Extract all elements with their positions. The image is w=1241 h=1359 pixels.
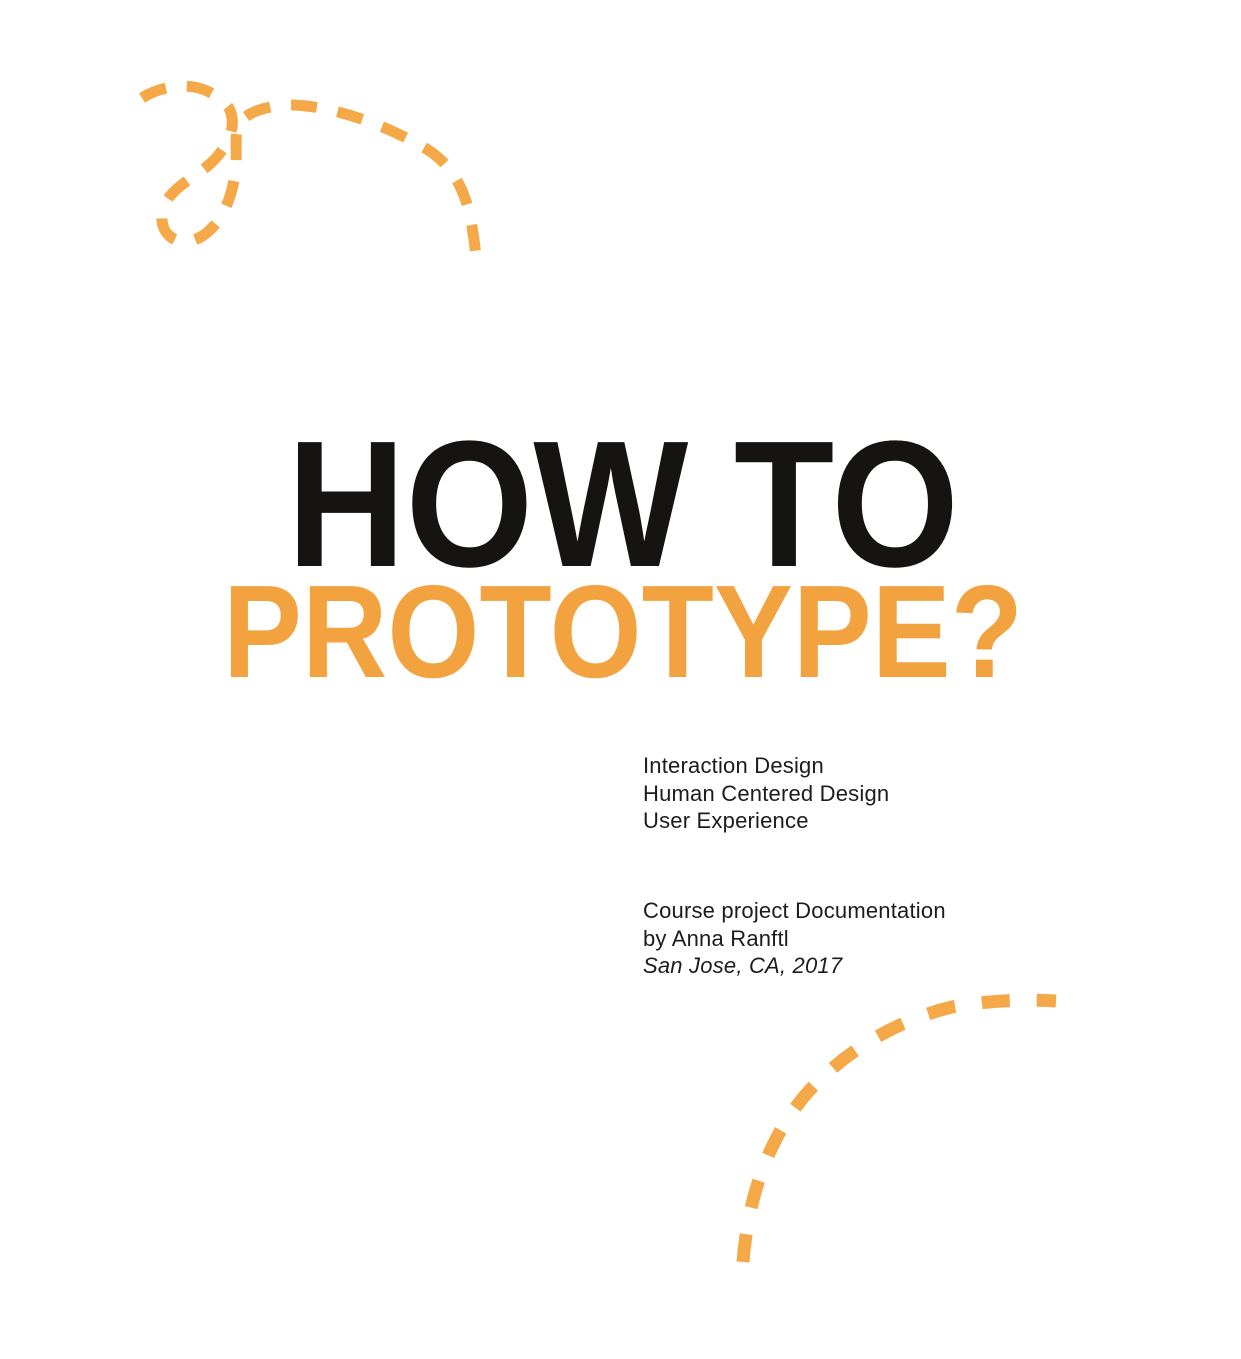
- credits-author-line: by Anna Ranftl: [643, 925, 789, 951]
- credits-location-date-line: San Jose, CA, 2017: [643, 953, 843, 978]
- bottom-right-arc-icon: [743, 1000, 1056, 1262]
- topics-list: [643, 752, 889, 835]
- title-line-prototype: PROTOTYPE?: [223, 558, 1023, 705]
- topic-user-experience: User Experience: [643, 808, 809, 833]
- topic-human-centered-design: Human Centered Design: [643, 780, 890, 806]
- title-line-how-to: HOW TO: [287, 404, 959, 605]
- credits-block: [643, 897, 946, 980]
- top-left-squiggle-icon: [142, 86, 476, 258]
- topic-interaction-design: Interaction Design: [643, 753, 824, 778]
- credits-project-line: Course project Documentation: [643, 898, 946, 923]
